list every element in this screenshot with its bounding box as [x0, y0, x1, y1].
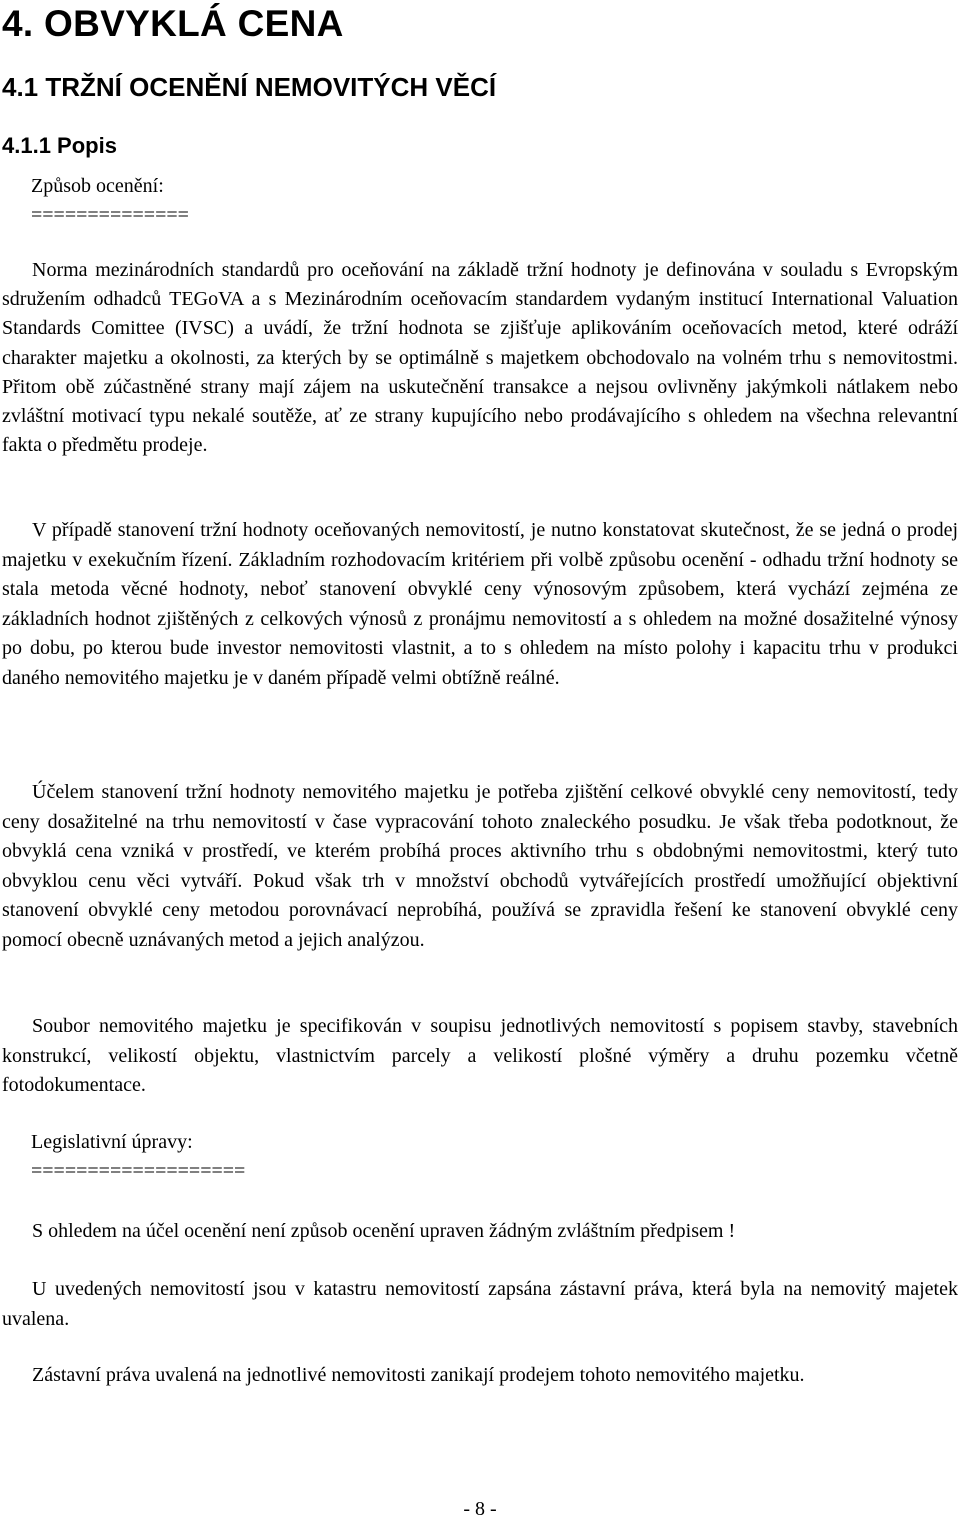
subsection-heading: 4.1.1 Popis [2, 133, 117, 158]
note-liens-registered: U uvedených nemovitostí jsou v katastru nemovitostí zapsána zástavní práva, která byla na nemovitý majetek uvalena. [2, 1278, 958, 1330]
paragraph-valuation-method: V případě stanovení tržní hodnoty oceňovaných nemovitostí, je nutno konstatovat skutečnost, že se jedná o prodej majetku v exekučním řízení. Základním rozhodovacím kritériem při volbě způsobu ocenění - odhadu tržní hodnoty se stala metoda věcné hodnoty, neboť stanovení obvyklé ceny výnosovým způsobem, která vychází zejména ze základních hodnot zjištěných z celkových výnosů z pronájmu nemovitostí a s ohledem na možné dosažitelné výnosy po dobu, po kterou bude investor nemovitosti vlastnit, a to s ohledem na místo polohy i kapacitu trhu v produkci daného nemovitého majetku je v daném případě velmi obtížně reálné. [2, 519, 958, 689]
method-label: Způsob ocenění: [31, 175, 164, 197]
legislation-label: Legislativní úpravy: [31, 1131, 193, 1153]
note-liens-expire: Zástavní práva uvalená na jednotlivé nemovitosti zanikají prodejem tohoto nemovitého majetku. [32, 1364, 805, 1386]
paragraph-valuation-purpose: Účelem stanovení tržní hodnoty nemovitého majetku je potřeba zjištění celkové obvyklé ceny nemovitostí, tedy ceny dosažitelné na trhu nemovitostí v čase vypracování tohoto znaleckého posudku. Je však třeba podotknout, že obvyklá cena vzniká v prostředí, ve kterém probíhá proces aktivního trhu s obdobnými nemovitostmi, který tuto obvyklou cenu věci vytváří. Pokud však trh v množství obchodů vytvářejících prostředí umožňující objektivní stanovení obvyklé ceny metodou porovnávací neprobíhá, používá se zpravidla řešení ke stanovení obvyklé ceny pomocí obecně uznávaných metod a jejich analýzou. [2, 781, 958, 951]
section-heading: 4.1 TRŽNÍ OCENĚNÍ NEMOVITÝCH VĚCÍ [2, 72, 497, 102]
legislation-underline: =================== [31, 1160, 246, 1182]
method-underline: ============== [31, 204, 189, 226]
chapter-heading: 4. OBVYKLÁ CENA [2, 3, 344, 44]
paragraph-market-value-definition: Norma mezinárodních standardů pro oceňování na základě tržní hodnoty je definována v souladu s Evropským sdružením odhadců TEGoVA a s Mezinárodním oceňovacím standardem vydaným institucí International Valuation Standards Comittee (IVSC) a uvádí, že tržní hodnota se zjišťuje aplikováním oceňovacích metod, které odráží charakter majetku a okolnosti, za kterých by se optimálně s majetkem obchodovalo na volném trhu s nemovitostmi. Přitom obě zúčastněné strany mají zájem na uskutečnění transakce a nejsou ovlivněny jakýmkoli nátlakem nebo zvláštní motivací typu nekalé soutěže, ať ze strany kupujícího nebo prodávajícího s ohledem na všechna relevantní fakta o předmětu prodeje. [2, 259, 958, 457]
note-no-special-regulation: S ohledem na účel ocenění není způsob ocenění upraven žádným zvláštním předpisem ! [32, 1220, 736, 1242]
paragraph-property-specification: Soubor nemovitého majetku je specifikován v soupisu jednotlivých nemovitostí s popisem stavby, stavebních konstrukcí, velikostí objektu, vlastnictvím parcely a velikostí plošné výměry a druhu pozemku včetně fotodokumentace. [2, 1015, 958, 1096]
page-number: - 8 - [463, 1498, 497, 1520]
